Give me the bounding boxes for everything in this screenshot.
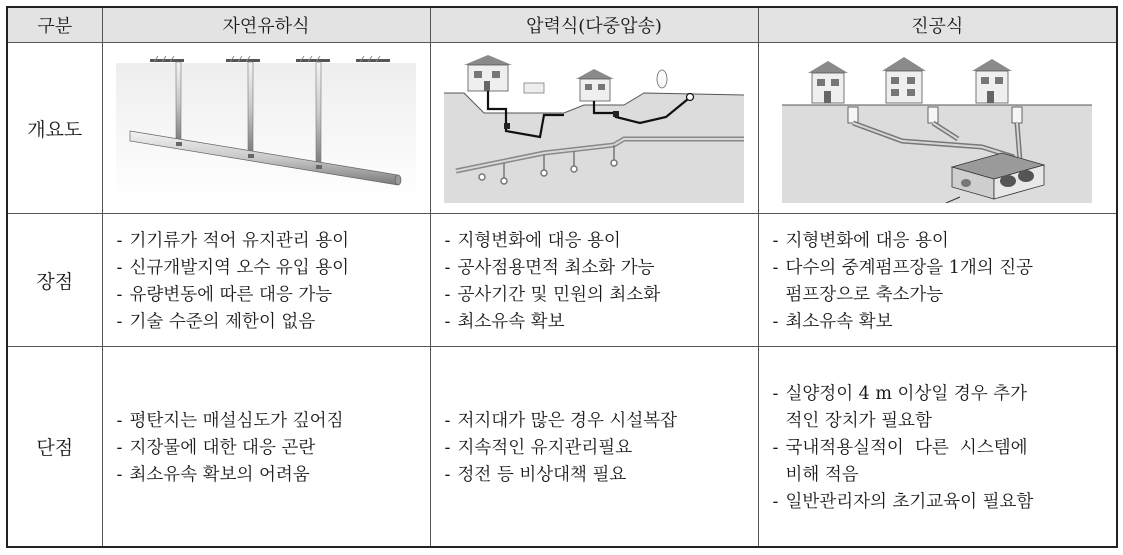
vacuum-diagram (758, 43, 1117, 214)
pros-vacuum-cell (758, 214, 1117, 347)
pros-gravity-cell (102, 214, 430, 347)
list-item: - 최소유속 확보 (445, 309, 750, 336)
list-item: - 유량변동에 따른 대응 가능 (117, 282, 422, 309)
list-item: - 저지대가 많은 경우 시설복잡 (445, 408, 750, 435)
cons-row-label: 단점 (7, 347, 102, 548)
diagram-row-label: 개요도 (7, 43, 102, 214)
list-item: - 지형변화에 대응 용이 (773, 228, 1109, 255)
list-item: - 신규개발지역 오수 유입 용이 (117, 255, 422, 282)
pros-row (7, 214, 1117, 347)
list-item: - 정전 등 비상대책 필요 (445, 462, 750, 489)
header-pressure: 압력식(다중압송) (430, 7, 758, 43)
header-vacuum: 진공식 (758, 7, 1117, 43)
list-item: - 지속적인 유지관리필요 (445, 435, 750, 462)
gravity-diagram (102, 43, 430, 214)
list-item: - 공사점용면적 최소화 가능 (445, 255, 750, 282)
cons-vacuum-cell (758, 347, 1117, 548)
pros-row-label: 장점 (7, 214, 102, 347)
cons-gravity-cell (102, 347, 430, 548)
gravity-sewer-illustration (116, 53, 416, 203)
cons-row (7, 347, 1117, 548)
diagram-row (7, 43, 1117, 214)
cons-pressure-list (431, 404, 758, 489)
house-icon (972, 59, 1012, 103)
pros-gravity-list (103, 224, 430, 336)
house-icon (464, 55, 512, 91)
list-item: - 국내적용실적이 다른 시스템에 (773, 435, 1109, 462)
house-icon (882, 57, 926, 103)
cons-vacuum-list (759, 377, 1117, 516)
header-gravity: 자연유하식 (102, 7, 430, 43)
header-category: 구분 (7, 7, 102, 43)
list-item: - 실양정이 4 m 이상일 경우 추가 (773, 381, 1109, 408)
pressure-diagram (430, 43, 758, 214)
header-row (7, 7, 1117, 43)
list-item: - 다수의 중계펌프장을 1개의 진공 (773, 255, 1109, 282)
list-item: - 지장물에 대한 대응 곤란 (117, 435, 422, 462)
vacuum-sewer-illustration (782, 53, 1092, 203)
list-item-continuation: 적인 장치가 필요함 (785, 411, 932, 431)
list-item: - 최소유속 확보 (773, 309, 1109, 336)
cons-pressure-cell (430, 347, 758, 548)
pros-pressure-cell (430, 214, 758, 347)
cons-gravity-list (103, 404, 430, 489)
list-item: - 기술 수준의 제한이 없음 (117, 309, 422, 336)
pros-vacuum-list (759, 224, 1117, 336)
house-icon (576, 69, 614, 101)
house-icon (808, 61, 848, 103)
list-item: - 기기류가 적어 유지관리 용이 (117, 228, 422, 255)
pros-pressure-list (431, 224, 758, 336)
list-item: - 공사기간 및 민원의 최소화 (445, 282, 750, 309)
pressure-sewer-illustration (444, 53, 744, 203)
comparison-table (6, 6, 1118, 548)
list-item-continuation: 비해 적음 (785, 465, 859, 485)
list-item-continuation: 펌프장으로 축소가능 (785, 285, 944, 305)
list-item: - 최소유속 확보의 어려움 (117, 462, 422, 489)
list-item: - 평탄지는 매설심도가 깊어짐 (117, 408, 422, 435)
list-item: - 지형변화에 대응 용이 (445, 228, 750, 255)
list-item: - 일반관리자의 초기교육이 필요함 (773, 489, 1109, 516)
